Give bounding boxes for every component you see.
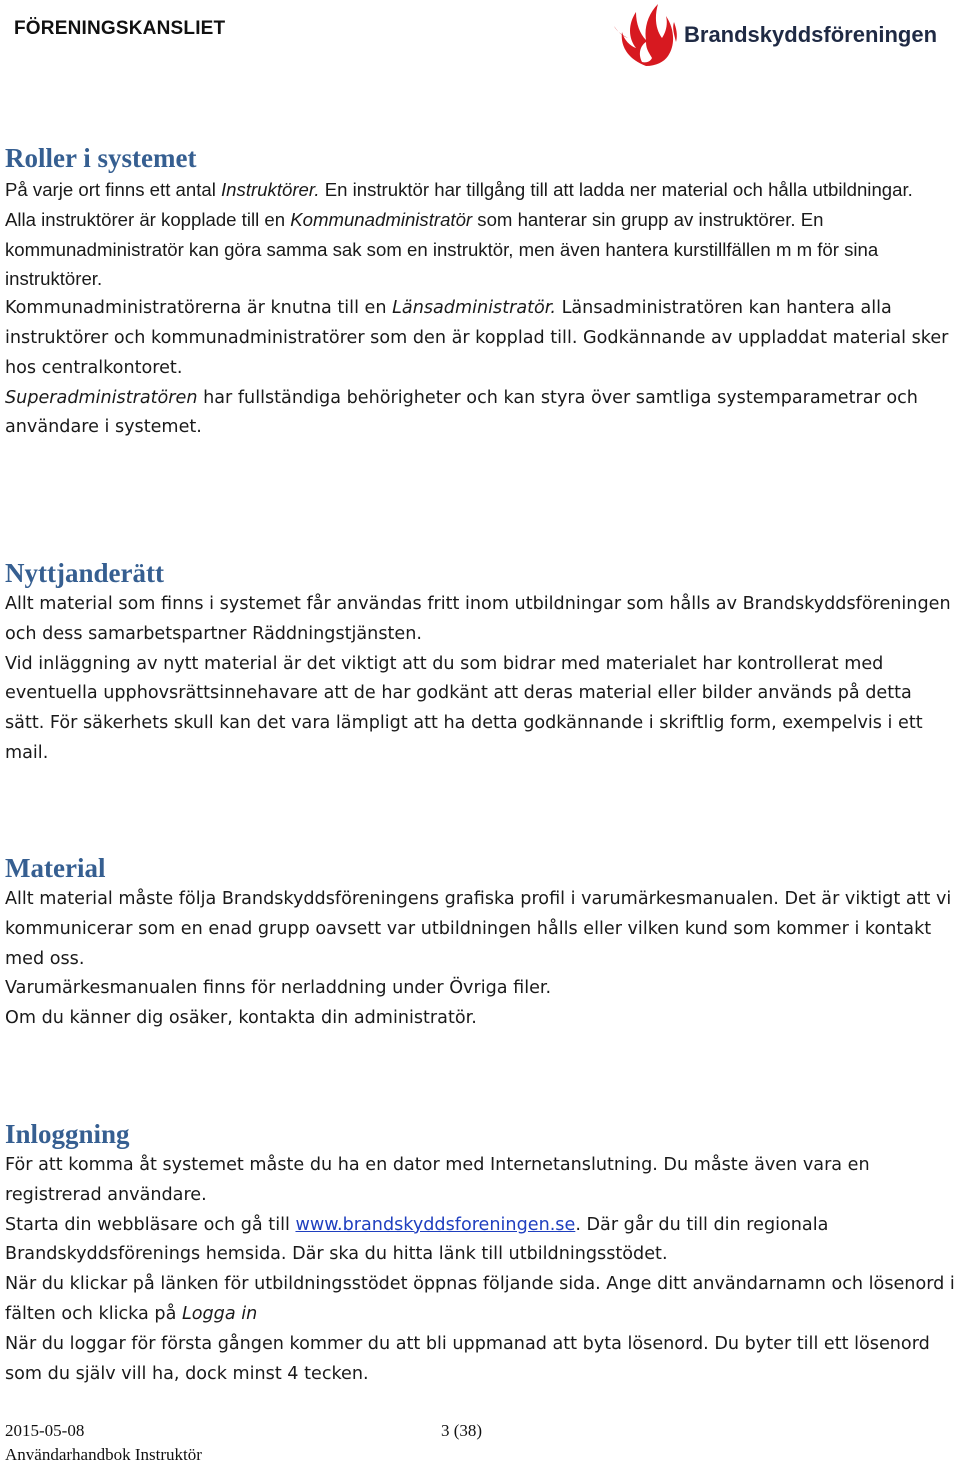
heading-nyttjanderatt: Nyttjanderätt	[5, 558, 164, 588]
paragraph	[5, 175, 955, 205]
paragraph	[5, 294, 955, 383]
emphasis: Superadministratören	[5, 387, 198, 408]
footer-doc-title: Användarhandbok Instruktör	[5, 1445, 202, 1464]
emphasis: Instruktörer.	[221, 179, 320, 200]
heading-inloggning: Inloggning	[5, 1119, 130, 1149]
footer-page-number: 3 (38)	[441, 1421, 483, 1440]
emphasis: Kommunadministratör	[290, 208, 473, 230]
text: har fullständiga behörigheter och kan styra över samtliga systemparametrar och användare i systemet.	[5, 387, 918, 438]
paragraph	[5, 1270, 955, 1330]
flame-logo-icon	[612, 2, 682, 68]
text: På varje ort finns ett antal	[5, 179, 222, 200]
emphasis: Länsadministratör.	[392, 298, 556, 319]
paragraph: Om du känner dig osäker, kontakta din administratör.	[5, 1008, 477, 1029]
heading-roller: Roller i systemet	[5, 143, 197, 173]
emphasis: Logga in	[181, 1303, 258, 1324]
text: . Där går du till din regionala Brandskyddsförenings hemsida. Där ska du hitta länk till utbildningsstödet.	[5, 1214, 829, 1265]
brand-logo	[612, 2, 960, 68]
paragraph	[5, 205, 955, 294]
text: En instruktör har tillgång till att ladda ner material och hålla utbildningar.	[319, 179, 913, 200]
section-nyttjanderatt	[5, 556, 955, 769]
section-roller	[5, 141, 955, 443]
text: Kommunadministratörerna är knutna till en	[5, 298, 393, 319]
page-footer	[5, 1419, 605, 1467]
paragraph: Vid inläggning av nytt material är det viktigt att du som bidrar med materialet har kontrollerat med eventuella upphovsrättsinnehavare att de har godkänt att deras material eller bilder används på detta sätt. För säkerhets skull kan det vara lämpligt att ha detta godkännande i skriftlig form, exempelvis i ett mail.	[5, 653, 923, 763]
website-link[interactable]: www.brandskyddsforeningen.se	[295, 1214, 576, 1235]
section-inloggning	[5, 1117, 955, 1389]
paragraph	[5, 1211, 955, 1271]
paragraph: När du loggar för första gången kommer du att bli uppmanad att byta lösenord. Du byter till ett lösenord som du själv vill ha, dock minst 4 tecken.	[5, 1333, 930, 1384]
paragraph: För att komma åt systemet måste du ha en dator med Internetanslutning. Du måste även vara en registrerad användare.	[5, 1155, 870, 1205]
paragraph: Allt material måste följa Brandskyddsföreningens grafiska profil i varumärkesmanualen. Det är viktigt att vi kommunicerar som en enad grupp oavsett var utbildningen hålls eller vilken kund som kommer i kontakt med oss.	[5, 889, 952, 969]
paragraph	[5, 384, 955, 444]
section-material	[5, 851, 955, 1034]
text: Starta din webbläsare och gå till	[5, 1214, 296, 1235]
text: När du klickar på länken för utbildningsstödet öppnas följande sida. Ange ditt användarnamn och lösenord i fälten och klicka på	[5, 1274, 955, 1324]
heading-material: Material	[5, 853, 106, 883]
footer-date: 2015-05-08	[5, 1421, 85, 1440]
header-title: FÖRENINGSKANSLIET	[14, 18, 226, 39]
text: som hanterar sin grupp av instruktörer. En kommunadministratör kan göra samma sak som en instruktör, men även hantera kurstillfällen m m för sina instruktörer.	[5, 208, 879, 290]
text: Alla instruktörer är kopplade till en	[5, 208, 291, 230]
paragraph: Allt material som finns i systemet får användas fritt inom utbildningar som hålls av Brandskyddsföreningen och dess samarbetspartner Räddningstjänsten.	[5, 594, 951, 644]
paragraph: Varumärkesmanualen finns för nerladdning under Övriga filer.	[5, 978, 552, 999]
brand-logo-text: Brandskyddsföreningen	[684, 22, 938, 47]
text: Länsadministratören kan hantera alla instruktörer och kommunadministratörer som den är kopplad till. Godkännande av uppladdat material sker hos centralkontoret.	[5, 298, 949, 378]
